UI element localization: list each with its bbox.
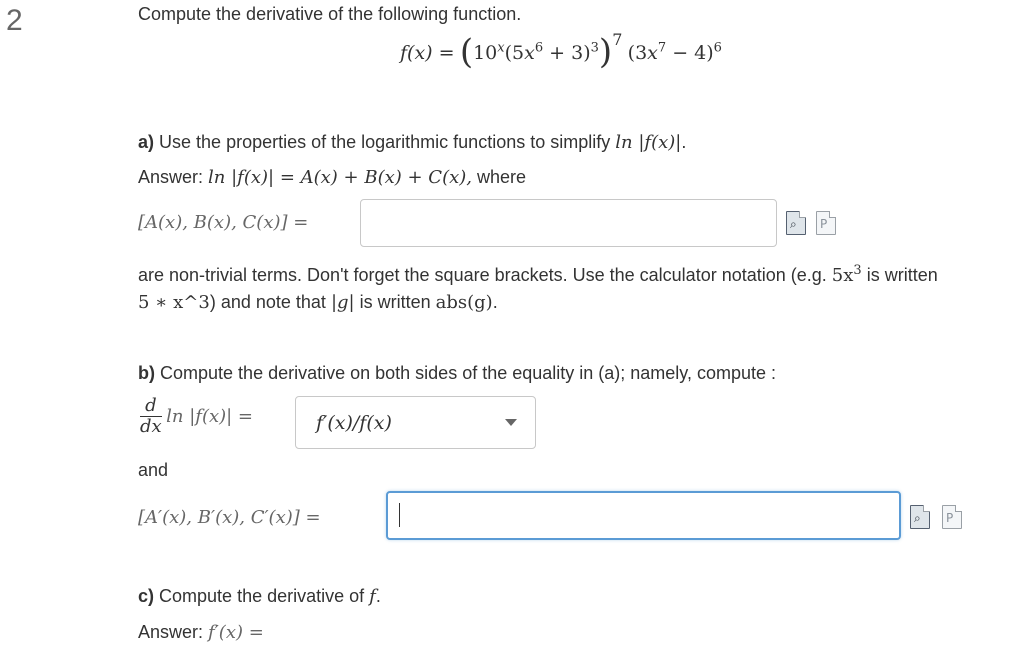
note-line2-a: ) and note that	[209, 292, 326, 312]
note-example: $5x^3$	[831, 263, 862, 286]
part-b-vector-label: [A′(x), B′(x), C′(x)] =	[138, 507, 321, 528]
note-line2-end: .	[492, 292, 498, 312]
formula-second-exp: 7	[657, 40, 667, 56]
part-c-answer-prefix: Answer:	[138, 622, 204, 642]
part-a-period: .	[681, 132, 687, 152]
note-line1-a: are non-trivial terms. Don't forget the square brackets. Use the calculator notation (e.g.	[138, 265, 827, 285]
magnifier-icon-b: ⌕	[914, 511, 921, 525]
part-c-period: .	[375, 586, 381, 606]
part-a-instruction	[138, 132, 686, 153]
help-icon[interactable]	[816, 211, 836, 235]
part-a-answer-expr: ln |f(x)| = A(x) + B(x) + C(x),	[208, 167, 472, 188]
preview-icon-b[interactable]	[910, 505, 930, 529]
help-icon-fold	[829, 211, 836, 218]
part-c-answer-expr: f′(x) =	[208, 622, 264, 643]
formula-inner-var: x	[524, 42, 535, 64]
part-a-ln-expr: ln |f(x)|	[615, 132, 682, 153]
formula-lhs: f(x) =	[400, 42, 455, 64]
question-prompt: Compute the derivative of the following function.	[138, 4, 522, 24]
preview-icon-b-fold	[923, 505, 930, 512]
part-a-label: a)	[138, 132, 155, 152]
part-b-select-value: f′(x)/f(x)	[316, 411, 392, 434]
text-caret	[399, 503, 400, 527]
d-denominator: dx	[140, 416, 162, 437]
part-b-select[interactable]	[295, 396, 536, 449]
formula-second-rest: − 4)	[666, 42, 714, 64]
formula-second-var: x	[647, 42, 658, 64]
help-icon-b[interactable]	[942, 505, 962, 529]
preview-icon[interactable]	[786, 211, 806, 235]
part-b-derivative-expr	[140, 396, 253, 437]
part-c-f: f	[369, 586, 376, 607]
formula-outer-pow: 7	[612, 30, 623, 49]
formula-inner-pow: 3	[590, 40, 599, 56]
p-glyph-icon: P	[820, 217, 828, 231]
formula-inner-open: (5	[504, 42, 525, 64]
part-b-answer-input[interactable]	[386, 491, 901, 540]
part-c-answer-line	[138, 622, 264, 643]
p-glyph-icon-b: P	[946, 511, 954, 525]
note-abs: |g|	[330, 292, 355, 313]
part-b-text: Compute the derivative on both sides of the equality in (a); namely, compute :	[160, 363, 777, 383]
part-a-answer-input[interactable]	[360, 199, 777, 247]
part-a-vector-label: [A(x), B(x), C(x)] =	[138, 212, 309, 233]
part-a-note-line1	[138, 263, 938, 286]
function-formula	[400, 30, 722, 72]
formula-exp-x: x	[497, 40, 505, 56]
part-b-label: b)	[138, 363, 155, 383]
part-a-text: Use the properties of the logarithmic functions to simplify	[159, 132, 611, 152]
part-a-note-line2	[138, 292, 498, 313]
question-number: 2	[6, 4, 23, 37]
formula-second-open: (3	[627, 42, 648, 64]
d-dx-fraction	[140, 396, 162, 437]
help-icon-b-fold	[955, 505, 962, 512]
note-line2-b: is written	[359, 292, 431, 312]
part-b-and: and	[138, 460, 169, 480]
preview-icon-fold	[799, 211, 806, 218]
formula-base: 10	[473, 42, 498, 64]
chevron-down-icon	[505, 419, 517, 426]
formula-open-paren: (	[459, 32, 474, 72]
part-c-instruction	[138, 586, 381, 607]
note-code: 5 ∗ x^3	[138, 292, 210, 313]
part-c-label: c)	[138, 586, 155, 606]
part-b-ln-expr: ln |f(x)| =	[166, 406, 254, 427]
part-a-answer-suffix: where	[477, 167, 527, 187]
formula-inner-exp: 6	[534, 40, 544, 56]
d-numerator: d	[140, 396, 162, 417]
note-abs-code: abs(g)	[435, 292, 493, 313]
formula-close-paren: )	[598, 32, 613, 72]
part-c-text: Compute the derivative of	[159, 586, 365, 606]
formula-second-pow: 6	[713, 40, 722, 56]
part-b-instruction	[138, 363, 776, 384]
note-line1-b: is written	[866, 265, 938, 285]
part-a-answer-prefix: Answer:	[138, 167, 204, 187]
formula-inner-rest: + 3)	[543, 42, 591, 64]
magnifier-icon: ⌕	[790, 217, 797, 231]
part-a-answer-line	[138, 167, 526, 188]
